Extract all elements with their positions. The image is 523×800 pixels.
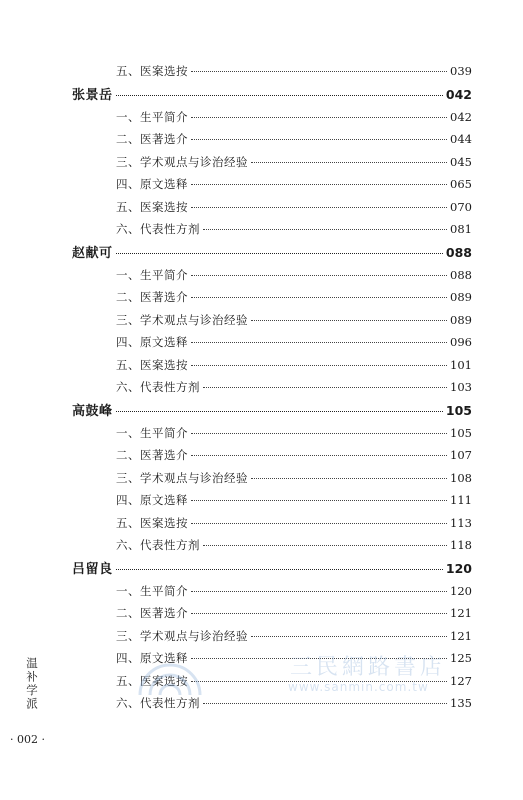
toc-item-label: 二、医著选介 [116, 132, 188, 146]
toc-section-name: 高鼓峰 [72, 403, 113, 419]
toc-item-label: 五、医案选按 [116, 64, 188, 78]
toc-item[interactable] [72, 625, 472, 648]
toc-item-page: 135 [450, 696, 472, 710]
toc-item-label: 四、原文选释 [116, 493, 188, 507]
toc-item[interactable] [72, 60, 472, 83]
toc-item[interactable] [72, 264, 472, 287]
dot-leader [191, 455, 447, 456]
dot-leader [191, 500, 447, 501]
dot-leader [191, 523, 447, 524]
toc-item-label: 六、代表性方剂 [116, 696, 200, 710]
toc-item-label: 二、医著选介 [116, 290, 188, 304]
dot-leader [191, 275, 447, 276]
dot-leader [191, 658, 447, 659]
toc-item-label: 五、医案选按 [116, 199, 188, 214]
toc-item-page: 118 [450, 538, 472, 552]
dot-leader [191, 342, 447, 343]
toc-item-page: 089 [450, 312, 472, 327]
toc-item-page: 120 [450, 583, 472, 598]
dot-leader [191, 681, 447, 682]
toc-item-label: 五、医案选按 [116, 515, 188, 530]
toc-item-label: 一、生平简介 [116, 583, 188, 598]
dot-leader [203, 387, 447, 388]
toc-sections [72, 83, 472, 715]
toc-section-name: 吕留良 [72, 561, 113, 577]
dot-leader [203, 545, 447, 546]
dot-leader [203, 229, 447, 230]
toc-item[interactable] [72, 354, 472, 377]
toc-section-heading[interactable] [72, 399, 472, 422]
toc-item-page: 042 [450, 109, 472, 124]
toc-item[interactable] [72, 286, 472, 309]
dot-leader [191, 297, 447, 298]
toc-item-page: 111 [450, 493, 472, 507]
toc-item[interactable] [72, 106, 472, 129]
watermark-url: www.sanmin.com.tw [288, 680, 429, 694]
toc-item[interactable] [72, 444, 472, 467]
toc-item-page: 088 [450, 267, 472, 282]
toc-item-page: 103 [450, 380, 472, 394]
dot-leader [116, 253, 443, 254]
toc-item-page: 101 [450, 357, 472, 372]
toc-item-page: 105 [450, 425, 472, 440]
toc-item-page: 089 [450, 290, 472, 304]
toc-section-heading[interactable] [72, 241, 472, 264]
dot-leader [191, 139, 447, 140]
toc-item-page: 070 [450, 199, 472, 214]
page-number: · 002 · [10, 733, 45, 746]
dot-leader [191, 365, 447, 366]
toc-item-label: 六、代表性方剂 [116, 538, 200, 552]
toc-item-page: 113 [450, 515, 472, 530]
toc-item[interactable] [72, 151, 472, 174]
toc-item[interactable] [72, 173, 472, 196]
toc-item[interactable] [72, 467, 472, 490]
toc-item-label: 四、原文选释 [116, 651, 188, 665]
dot-leader [191, 184, 447, 185]
toc-section-page: 042 [445, 86, 472, 102]
dot-leader [191, 71, 447, 72]
dot-leader [191, 433, 447, 434]
side-title: 温补学派 [25, 657, 39, 711]
toc-item[interactable] [72, 692, 472, 715]
toc-item[interactable] [72, 331, 472, 354]
toc-item[interactable] [72, 128, 472, 151]
toc-item[interactable] [72, 512, 472, 535]
dot-leader [251, 320, 447, 321]
toc-item[interactable] [72, 602, 472, 625]
toc-item[interactable] [72, 218, 472, 241]
toc-item-page: 096 [450, 335, 472, 349]
toc-item-page: 039 [450, 64, 472, 78]
toc-item-label: 六、代表性方剂 [116, 380, 200, 394]
toc-item-label: 一、生平简介 [116, 425, 188, 440]
toc-item-page: 121 [450, 606, 472, 620]
toc-item[interactable] [72, 670, 472, 693]
toc-item-page: 108 [450, 470, 472, 485]
toc-section-heading[interactable] [72, 83, 472, 106]
toc-item-page: 081 [450, 222, 472, 236]
toc-item[interactable] [72, 309, 472, 332]
toc-item-label: 三、学术观点与诊治经验 [116, 312, 248, 327]
toc-item-label: 二、医著选介 [116, 448, 188, 462]
dot-leader [203, 703, 447, 704]
dot-leader [251, 162, 447, 163]
toc-section-page: 088 [445, 244, 472, 260]
dot-leader [251, 478, 447, 479]
toc-item[interactable] [72, 376, 472, 399]
toc-item-label: 六、代表性方剂 [116, 222, 200, 236]
dot-leader [251, 636, 447, 637]
dot-leader [191, 591, 447, 592]
toc-item-label: 二、医著选介 [116, 606, 188, 620]
toc-item-label: 三、学术观点与诊治经验 [116, 154, 248, 169]
toc-item-label: 三、学术观点与诊治经验 [116, 470, 248, 485]
toc-item[interactable] [72, 647, 472, 670]
dot-leader [191, 117, 447, 118]
toc-item-label: 一、生平简介 [116, 109, 188, 124]
toc-item[interactable] [72, 534, 472, 557]
toc-section-name: 张景岳 [72, 87, 113, 103]
toc-item-page: 125 [450, 651, 472, 665]
toc-item-page: 044 [450, 132, 472, 146]
dot-leader [116, 95, 443, 96]
toc-section-name: 赵献可 [72, 245, 113, 261]
toc-item[interactable] [72, 196, 472, 219]
watermark-text: 三民網路書店 [290, 655, 447, 680]
toc-item-page: 121 [450, 628, 472, 643]
toc-item-label: 四、原文选释 [116, 177, 188, 191]
dot-leader [116, 411, 443, 412]
toc-item-page: 107 [450, 448, 472, 462]
dot-leader [191, 207, 447, 208]
toc-item-label: 四、原文选释 [116, 335, 188, 349]
toc-item[interactable] [72, 489, 472, 512]
table-of-contents [72, 60, 472, 715]
toc-section-page: 105 [445, 402, 472, 418]
toc-item-label: 五、医案选按 [116, 357, 188, 372]
toc-section-heading[interactable] [72, 557, 472, 580]
toc-item-label: 三、学术观点与诊治经验 [116, 628, 248, 643]
toc-item-page: 065 [450, 177, 472, 191]
toc-item[interactable] [72, 580, 472, 603]
toc-item-page: 127 [450, 673, 472, 688]
toc-item[interactable] [72, 422, 472, 445]
toc-item-label: 五、医案选按 [116, 673, 188, 688]
dot-leader [191, 613, 447, 614]
toc-item-page: 045 [450, 154, 472, 169]
dot-leader [116, 569, 443, 570]
toc-section-page: 120 [445, 560, 472, 576]
toc-item-label: 一、生平简介 [116, 267, 188, 282]
